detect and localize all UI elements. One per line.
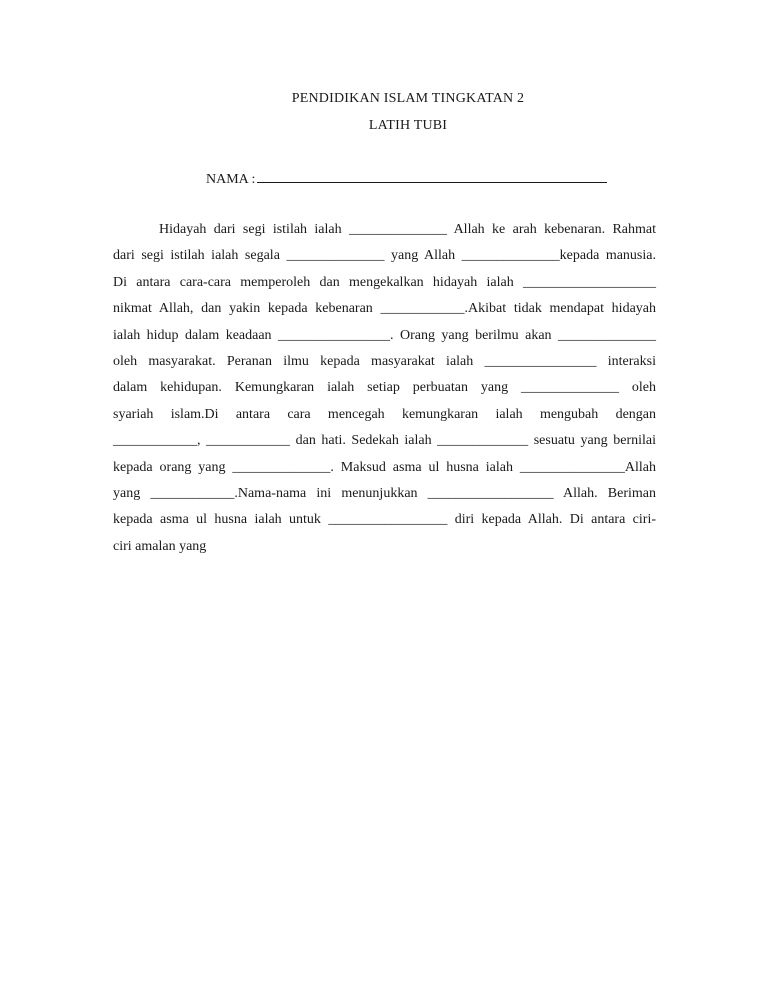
document-title: PENDIDIKAN ISLAM TINGKATAN 2 xyxy=(291,91,525,106)
paragraph-line: syariah islam.Di antara cara mencegah kemungkaran ialah mengubah dengan xyxy=(113,406,656,422)
paragraph-line: ialah hidup dalam keadaan ________________. Orang yang berilmu akan ______________ xyxy=(113,327,656,343)
paragraph-line: Hidayah dari segi istilah ialah ______________ Allah ke arah kebenaran. Rahmat xyxy=(159,222,656,237)
paragraph-line: dari segi istilah ialah segala ______________ yang Allah ______________kepada manusia. xyxy=(113,248,656,264)
paragraph-line: nikmat Allah, dan yakin kepada kebenaran ____________.Akibat tidak mendapat hidayah xyxy=(113,301,656,317)
paragraph-line: dalam kehidupan. Kemungkaran ialah setiap perbuatan yang ______________ oleh xyxy=(113,380,656,396)
document-subtitle: LATIH TUBI xyxy=(368,118,448,133)
paragraph-line: Di antara cara-cara memperoleh dan mengekalkan hidayah ialah ___________________ xyxy=(113,274,656,290)
paragraph-line: ciri amalan yang xyxy=(113,538,207,554)
exercise-paragraph xyxy=(113,217,656,560)
paragraph-line: kepada asma ul husna ialah untuk _________________ diri kepada Allah. Di antara ciri- xyxy=(113,512,656,528)
paragraph-line: yang ____________.Nama-nama ini menunjukkan __________________ Allah. Beriman xyxy=(113,485,656,501)
name-field-row xyxy=(206,169,607,188)
name-label: NAMA : xyxy=(206,172,256,187)
name-blank-line xyxy=(257,169,607,183)
paragraph-line: kepada orang yang ______________. Maksud asma ul husna ialah _______________Allah xyxy=(113,459,656,475)
paragraph-line: oleh masyarakat. Peranan ilmu kepada masyarakat ialah ________________ interaksi xyxy=(113,353,656,369)
paragraph-line: ____________, ____________ dan hati. Sedekah ialah _____________ sesuatu yang bernilai xyxy=(113,433,656,449)
